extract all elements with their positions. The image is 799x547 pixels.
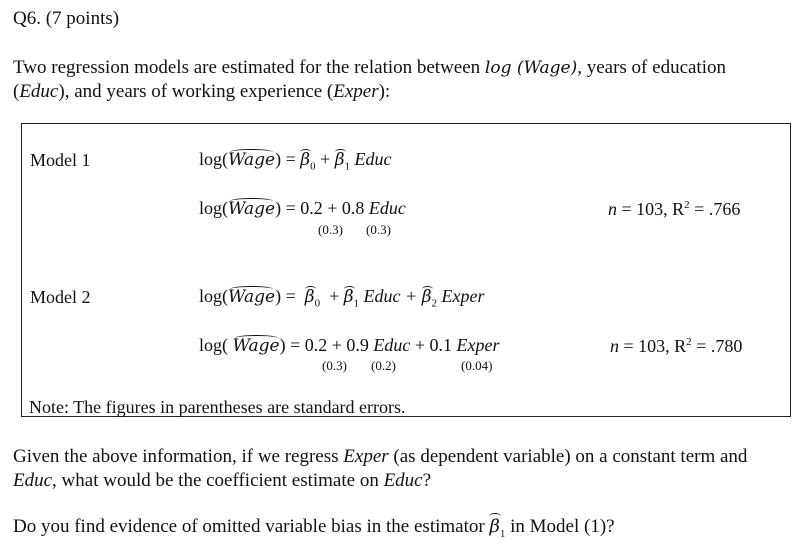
coefficients: = 0.2 + 0.9 <box>285 335 374 355</box>
n-symbol: n <box>610 336 619 356</box>
r-squared-sup: 2 <box>684 199 690 211</box>
r-squared-value: = .780 <box>691 336 743 356</box>
educ-var: Educ <box>19 81 59 102</box>
beta-2-sub: 2 <box>431 297 438 310</box>
model-1-estimated-equation <box>199 198 406 219</box>
educ-var: Educ <box>383 470 423 491</box>
log-text: log( <box>199 335 233 355</box>
std-error: (0.3) <box>318 222 343 237</box>
beta-0-hat: β <box>300 150 311 170</box>
educ-term: Educ <box>373 335 411 355</box>
paren: ) <box>275 286 282 306</box>
log-text: log( <box>199 286 228 306</box>
beta-0-sub: 0 <box>310 160 316 173</box>
educ-term: Educ <box>368 198 406 218</box>
wage-hat: Wage <box>228 287 276 307</box>
equals: = <box>281 286 305 306</box>
standard-errors-note: Note: The figures in parentheses are standard errors. <box>29 397 406 417</box>
wage-hat: Wage <box>228 150 276 170</box>
question-title: Q6. (7 points) <box>13 8 120 29</box>
intro-paren: ( <box>13 81 20 102</box>
std-error: (0.2) <box>371 358 396 373</box>
coefficients: = 0.2 + 0.8 <box>281 198 369 218</box>
exper-term: Exper <box>456 335 500 355</box>
question-a-line-1 <box>13 444 747 469</box>
exper-var: Exper <box>333 81 379 102</box>
plus: + <box>320 286 344 306</box>
beta-0-hat: β <box>304 287 315 307</box>
beta-1-sub: 1 <box>353 297 360 310</box>
stats-text: = 103, R <box>619 336 687 356</box>
educ-term: Educ + <box>359 286 422 306</box>
question-a-line-2 <box>13 468 431 493</box>
model-2-label: Model 2 <box>30 287 91 307</box>
exper-var: Exper <box>343 446 389 467</box>
beta-0-sub: 0 <box>314 297 321 310</box>
beta-1-hat: β <box>489 516 500 537</box>
models-box <box>21 123 791 417</box>
exper-term: Exper <box>437 286 485 306</box>
std-error: (0.04) <box>461 358 493 373</box>
intro-mid-text: ), and years of working experience ( <box>58 81 334 102</box>
qa-mid-text: , what would be the coefficient estimate on <box>52 470 384 491</box>
intro-text-end: , years of education <box>577 57 726 78</box>
n-symbol: n <box>608 199 617 219</box>
intro-end-text: ): <box>378 81 391 102</box>
educ-var: Educ <box>13 470 53 491</box>
model-2-stats <box>610 336 742 357</box>
model-1-stats <box>608 199 740 220</box>
coefficient-exper: + 0.1 <box>410 335 457 355</box>
std-error: (0.3) <box>322 358 347 373</box>
log-text: log( <box>199 198 228 218</box>
log-wage-term: log (Wage) <box>484 58 578 78</box>
plus: + <box>315 149 335 169</box>
wage-hat: Wage <box>232 336 280 356</box>
paren: ) <box>279 335 286 355</box>
beta-2-hat: β <box>421 287 432 307</box>
wage-hat: Wage <box>228 199 276 219</box>
qb-text: Do you find evidence of omitted variable bias in the estimator <box>13 516 490 537</box>
model-1-theory-equation <box>199 149 392 173</box>
beta-1-hat: β <box>334 150 345 170</box>
question-b <box>13 514 615 547</box>
paren: ) <box>275 149 282 169</box>
beta-1-sub: 1 <box>344 160 351 173</box>
educ-term: Educ <box>350 149 392 169</box>
r-squared-sup: 2 <box>686 336 692 348</box>
model-2-estimated-equation <box>199 335 500 356</box>
equals: = <box>281 149 301 169</box>
model-2-theory-equation <box>199 286 485 310</box>
qa-text: Given the above information, if we regress <box>13 446 344 467</box>
intro-line-2 <box>13 79 390 104</box>
intro-line-1 <box>13 55 726 81</box>
std-error: (0.3) <box>366 222 391 237</box>
qa-question-mark: ? <box>422 470 432 491</box>
intro-text: Two regression models are estimated for the relation between <box>13 57 485 78</box>
model-1-label: Model 1 <box>30 150 91 170</box>
beta-1-hat: β <box>343 287 354 307</box>
beta-1-sub: 1 <box>499 527 506 540</box>
qb-text-end: in Model (1)? <box>505 516 615 537</box>
qa-text-end: (as dependent variable) on a constant term and <box>388 446 748 467</box>
log-text: log( <box>199 149 228 169</box>
r-squared-value: = .766 <box>689 199 741 219</box>
paren: ) <box>275 198 282 218</box>
stats-text: = 103, R <box>617 199 685 219</box>
